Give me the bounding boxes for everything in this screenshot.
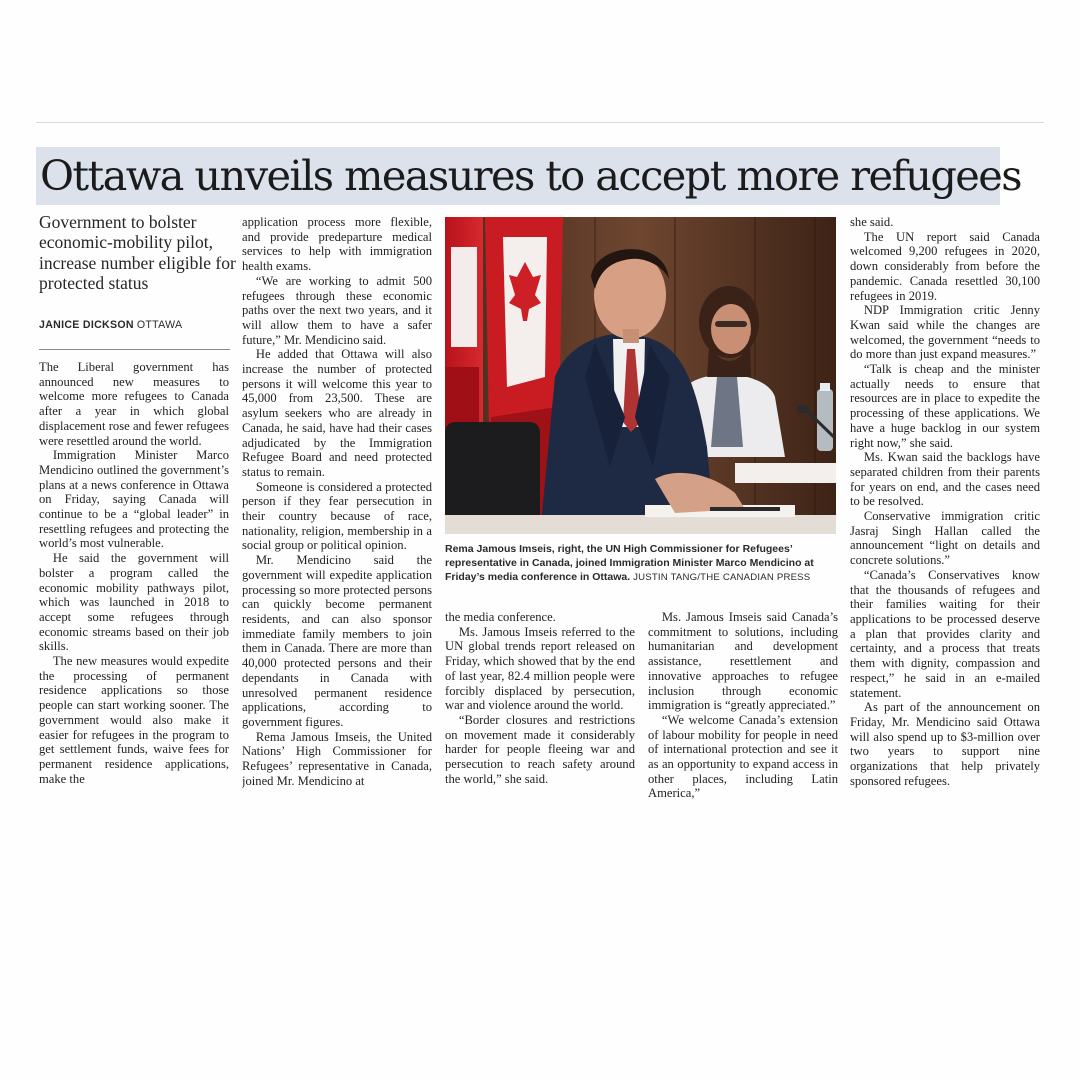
paragraph: she said.: [850, 215, 894, 229]
text-column-5: [850, 215, 1040, 820]
paragraph: Ms. Kwan said the backlogs have separated children from their parents for years on end, and the cases need to be resolved.: [850, 450, 1040, 509]
paragraph: Rema Jamous Imseis, the United Nations’ High Commissioner for Refugees’ representative in Canada, joined Mr. Mendicino at: [242, 729, 432, 788]
paragraph: He added that Ottawa will also increase the number of protected persons it will welcome this year to 45,000 from 23,500. These are asylum seekers who are already in Canada, he said, have had their cases adjudicated by the Immigration Refugee Board and need protected status to remain.: [242, 347, 432, 479]
paragraph: As part of the announcement on Friday, Mr. Mendicino said Ottawa will also spend up to $3-million over two years to support nine organizations that help privately sponsored refugees.: [850, 700, 1040, 788]
text-column-1: [39, 360, 229, 820]
article-headline: Ottawa unveils measures to accept more refugees: [40, 151, 1021, 200]
paragraph: application process more flexible, and provide predeparture medical services to help with immigration health exams.: [242, 215, 432, 274]
paragraph: “We welcome Canada’s extension of labour mobility for people in need of international protection and see it as an opportunity to expand access in other places, including Latin America,”: [648, 712, 838, 801]
paragraph: The UN report said Canada welcomed 9,200 refugees in 2020, down considerably from before the pandemic. Canada resettled 30,100 refugees in 2019.: [850, 229, 1040, 303]
caption-text: Rema Jamous Imseis, right, the UN High Commissioner for Refugees’ representative in Canada, joined Immigration Minister Marco Mendicino at Friday’s media conference in Ottawa.: [445, 543, 814, 584]
byline-rule: [39, 349, 230, 350]
article-deck: Government to bolster economic-mobility pilot, increase number eligible for protected status: [39, 212, 236, 293]
paragraph: the media conference.: [445, 610, 556, 624]
paragraph: The Liberal government has announced new measures to welcome more refugees to Canada after a year in which global displacement rose and fewer refugees were resettled around the world.: [39, 360, 229, 448]
top-rule: [36, 122, 1044, 123]
paragraph: He said the government will bolster a program called the economic mobility pathways pilot, which was launched in 2018 to accept some refugees through economic streams based on their job skills.: [39, 551, 229, 654]
press-conference-photo: [445, 217, 836, 534]
paragraph: “Talk is cheap and the minister actually needs to ensure that resources are in place to expedite the processing of these applications. We have a huge backlog in our system right now,” she said.: [850, 362, 1040, 450]
paragraph: “Canada’s Conservatives know that the thousands of refugees and their families waiting for their applications to be processed deserve a plan that provides clarity and certainty, and a process that treats them with dignity, compassion and respect,” he said in an e-mailed statement.: [850, 567, 1040, 700]
text-column-2: [242, 215, 432, 820]
paragraph: Immigration Minister Marco Mendicino outlined the government’s plans at a news conference in Ottawa on Friday, saying Canada will continue to be a “global leader” in resettling refugees and protecting the world’s most vulnerable.: [39, 448, 229, 551]
paragraph: Conservative immigration critic Jasraj Singh Hallan called the announcement “light on details and concrete solutions.”: [850, 509, 1040, 568]
paragraph: Ms. Jamous Imseis referred to the UN global trends report released on Friday, which showed that by the end of last year, 82.4 million people were forcibly displaced by persecution, war and violence around the world.: [445, 624, 635, 713]
text-column-3: [445, 610, 635, 820]
paragraph: Mr. Mendicino said the government will expedite application processing so more protected persons can quickly become permanent residents, and can also sponsor immediate family members to join them in Canada. There are more than 40,000 protected persons and their dependants in Canada with unresolved permanent residence applications, according to government figures.: [242, 553, 432, 729]
text-column-4: [648, 610, 838, 820]
paragraph: NDP Immigration critic Jenny Kwan said while the changes are welcomed, the government “needs to do more than just expand measures.”: [850, 303, 1040, 362]
paragraph: “We are working to admit 500 refugees through these economic paths over the next two years, and it will allow them to have a safer future,” Mr. Mendicino said.: [242, 273, 432, 347]
paragraph: Someone is considered a protected person if they fear persecution in their country because of race, nationality, religion, membership in a social group or political opinion.: [242, 479, 432, 553]
paragraph: Ms. Jamous Imseis said Canada’s commitment to solutions, including humanitarian and development assistance, resettlement and innovative approaches to refugee inclusion through economic immigration is “greatly appreciated.”: [648, 610, 838, 713]
paragraph: “Border closures and restrictions on movement made it considerably harder for people fleeing war and persecution to reach safety around the world,” she said.: [445, 712, 635, 786]
paragraph: The new measures would expedite the processing of permanent residence applications so those people can start working sooner. The government would also make it easier for refugees in the program to get settlement funds, waive fees for permanent residence applications, make the: [39, 654, 229, 786]
news-photo: [445, 217, 836, 534]
photo-credit: JUSTIN TANG/THE CANADIAN PRESS: [633, 572, 811, 584]
article-byline: [39, 318, 239, 332]
byline-location: OTTAWA: [136, 319, 183, 331]
photo-caption: [445, 542, 840, 586]
byline-author: JANICE DICKSON: [39, 319, 134, 331]
water-bottle: [817, 383, 833, 451]
